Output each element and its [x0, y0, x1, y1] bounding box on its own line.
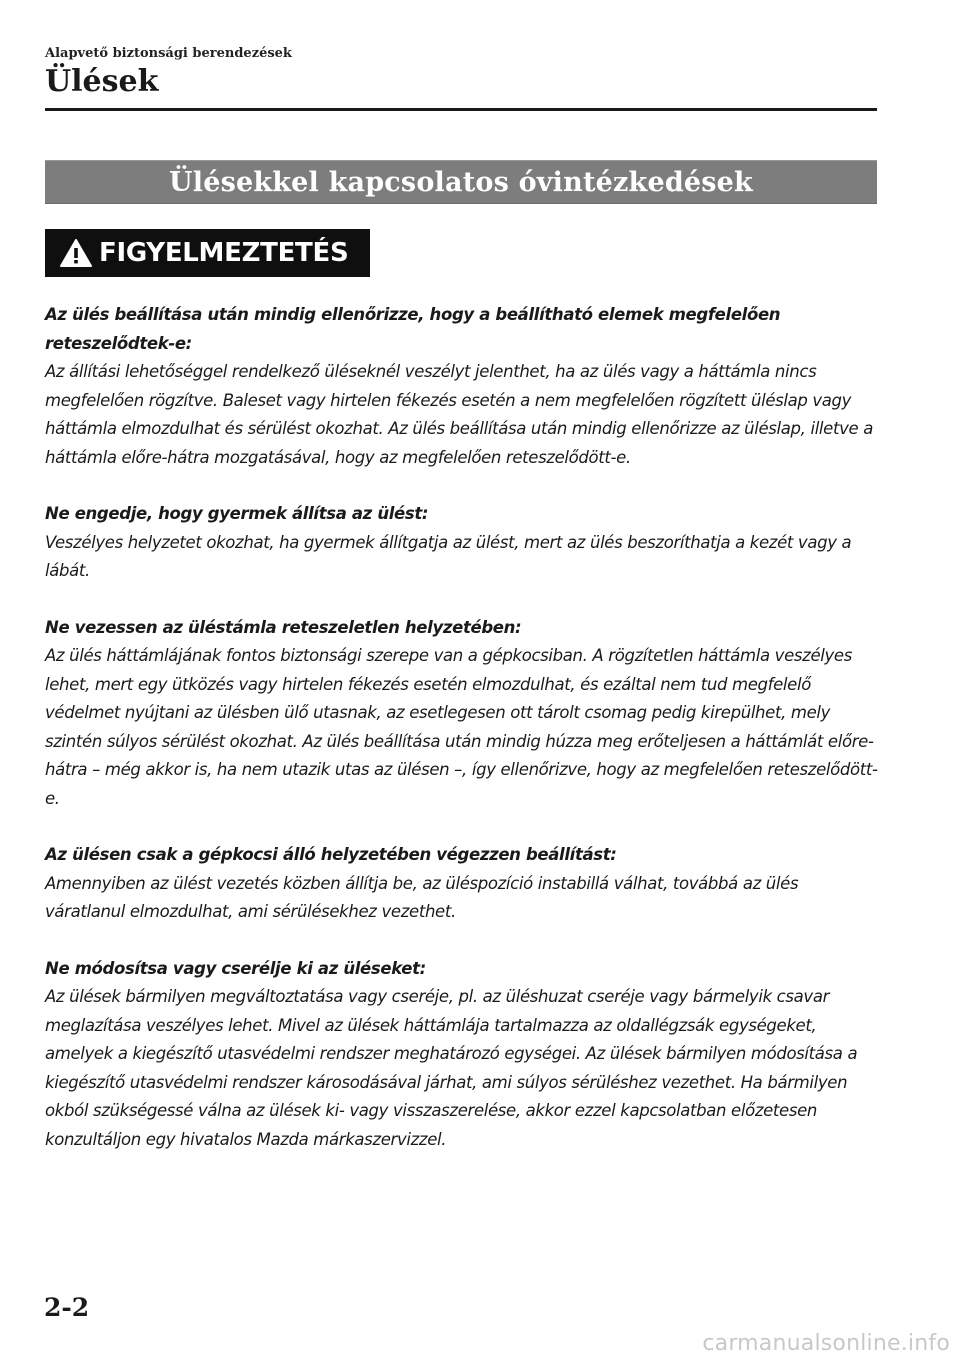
- warning-item-body: Az ülések bármilyen megváltoztatása vagy cseréje, pl. az üléshuzat cseréje vagy bármelyik csavar meglazítása veszélyes lehet. Mivel az ülések háttámlája tartalmazza az oldallégzsák egységeket, amelyek a kiegészítő utasvédelmi rendszer meghatározó egységei. Az ülések bármilyen módosítása a kiegészítő utasvédelmi rendszer károsodásával járhat, ami súlyos sérüléshez vezethet. Ha bármilyen okból szükségessé válna az ülések ki- vagy visszaszerelése, akkor ezzel kapcsolatban előzetesen konzultáljon egy hivatalos Mazda márkaszervizzel.: [45, 987, 858, 1149]
- warning-item-heading: Ne vezessen az üléstámla reteszeletlen helyzetében:: [45, 617, 522, 637]
- header-divider: [45, 108, 877, 111]
- warning-item: [45, 301, 880, 472]
- warning-item: [45, 841, 880, 927]
- warning-content: [45, 301, 880, 1182]
- warning-triangle-icon: [59, 229, 93, 277]
- section-title: Ülésekkel kapcsolatos óvintézkedések: [169, 166, 753, 198]
- warning-item: [45, 500, 880, 586]
- warning-item-body: Veszélyes helyzetet okozhat, ha gyermek állítgatja az ülést, mert az ülés beszoríthatja a kezét vagy a lábát.: [45, 532, 852, 580]
- warning-label-box: [45, 229, 370, 277]
- warning-item-body: Az ülés háttámlájának fontos biztonsági szerepe van a gépkocsiban. A rögzítetlen háttámla veszélyes lehet, mert egy ütközés vagy hirtelen fékezés esetén elmozdulhat, és ezáltal nem tud megfelelő védelmet nyújtani az ülésben ülő utasnak, az esetlegesen ott tárolt csomag pedig kirepülhet, mely szintén súlyos sérülést okozhat. Az ülés beállítása után mindig húzza meg erőteljesen a háttámlát előre-hátra – még akkor is, ha nem utazik utas az ülésen –, így ellenőrizve, hogy az megfelelően reteszelődött-e.: [45, 646, 878, 808]
- warning-item-body: Amennyiben az ülést vezetés közben állítja be, az üléspozíció instabillá válhat, továbbá az ülés váratlanul elmozdulhat, ami sérülésekhez vezethet.: [45, 873, 799, 921]
- breadcrumb: Alapvető biztonsági berendezések: [45, 46, 292, 61]
- warning-triangle-graphic: [59, 238, 93, 268]
- watermark: carmanualsonline.info: [702, 1331, 950, 1356]
- warning-item-body: Az állítási lehetőséggel rendelkező üléseknél veszélyt jelenthet, ha az ülés vagy a háttámla nincs megfelelően rögzítve. Baleset vagy hirtelen fékezés esetén a nem megfelelően rögzített üléslap vagy háttámla elmozdulhat és sérülést okozhat. Az ülés beállítása után mindig ellenőrizze az üléslap, illetve a háttámla előre-hátra mozgatásával, hogy az megfelelően reteszelődött-e.: [45, 362, 873, 467]
- section-banner: [45, 160, 877, 204]
- warning-item-heading: Ne módosítsa vagy cserélje ki az üléseket:: [45, 958, 426, 978]
- warning-item-heading: Ne engedje, hogy gyermek állítsa az ülést:: [45, 504, 429, 523]
- warning-label: FIGYELMEZTETÉS: [99, 238, 349, 268]
- warning-item-heading: Az ülés beállítása után mindig ellenőrizze, hogy a beállítható elemek megfelelően reteszelődtek-e:: [45, 305, 781, 353]
- warning-item-heading: Az ülésen csak a gépkocsi álló helyzetében végezzen beállítást:: [45, 845, 617, 864]
- warning-item: [45, 955, 880, 1155]
- warning-item: [45, 614, 880, 814]
- page-number: 2-2: [44, 1293, 90, 1322]
- chapter-title: Ülések: [45, 64, 159, 99]
